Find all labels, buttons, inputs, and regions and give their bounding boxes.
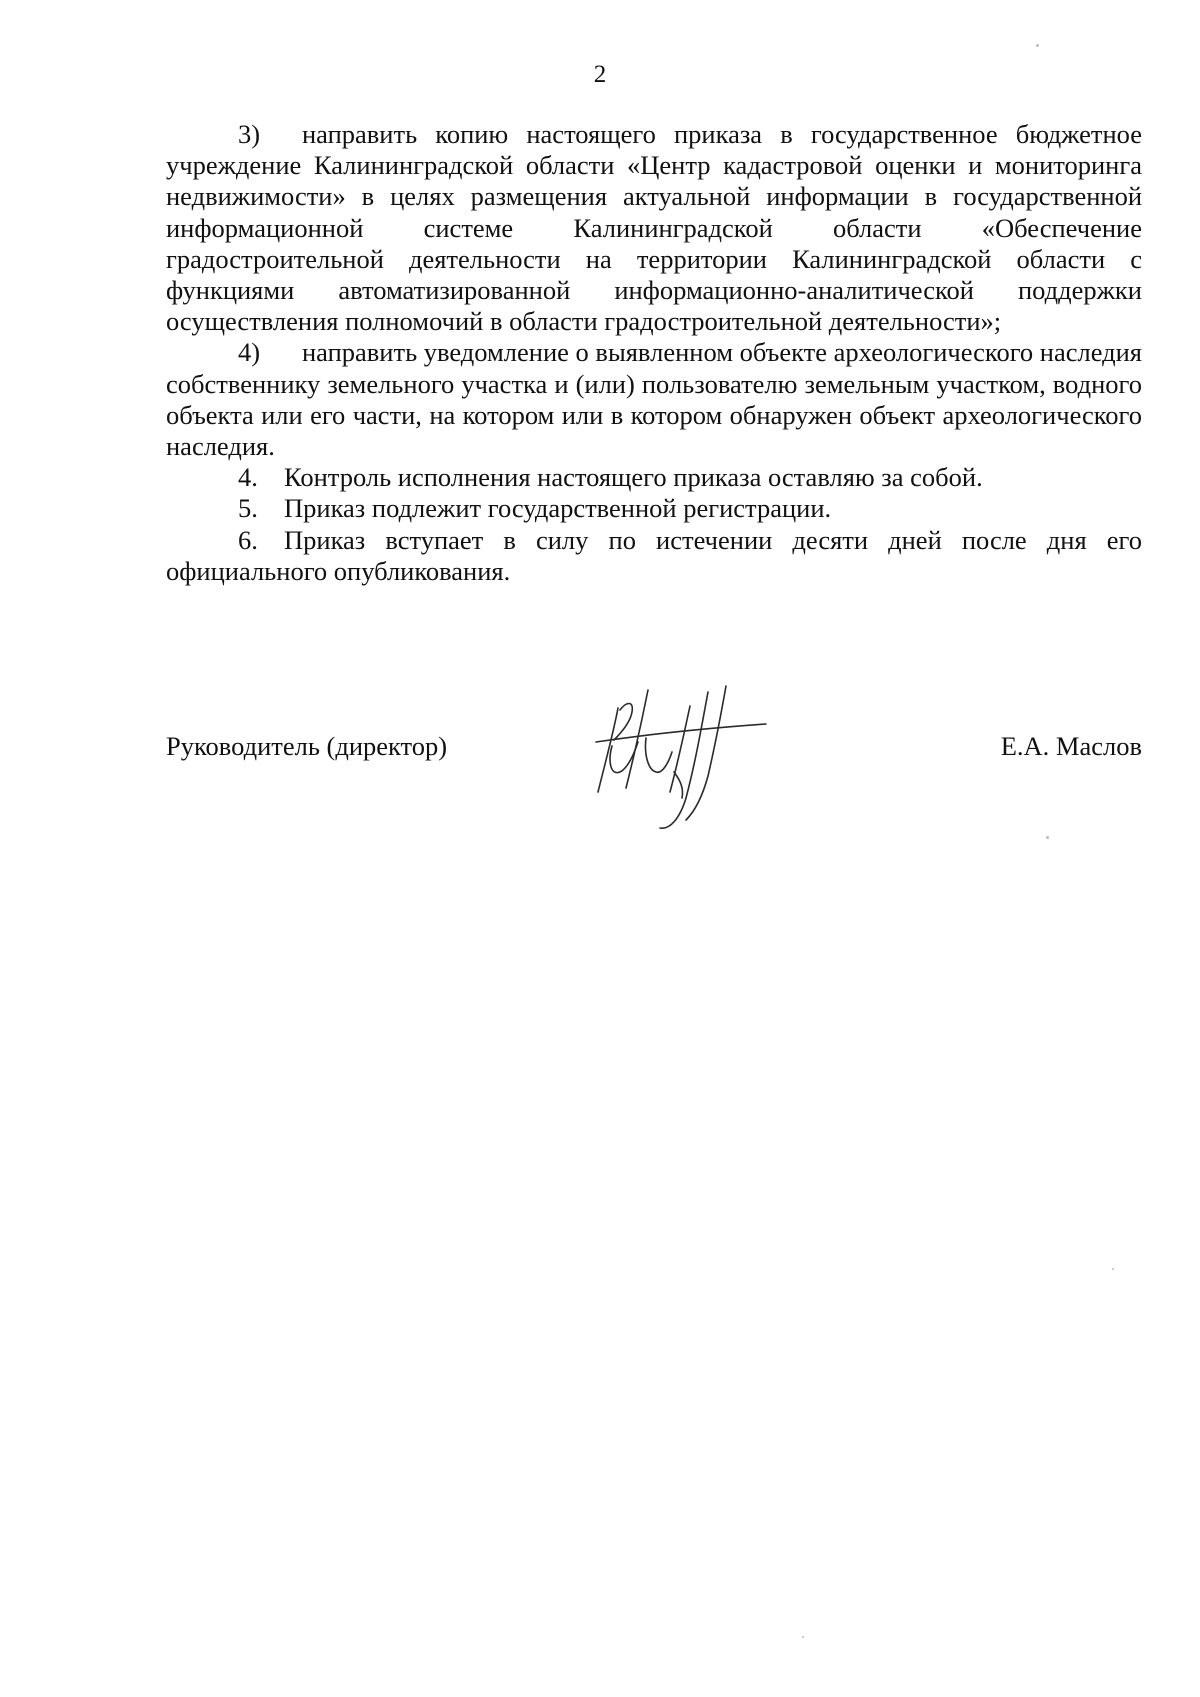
scan-speck: [1036, 44, 1039, 47]
paragraph-number: 6.: [238, 524, 258, 555]
paragraph-text: направить копию настоящего приказа в государственное бюджетное учреждение Калининградской области «Центр кадастровой оценки и мониторинга недвижимости» в целях размещения актуальной информации в государственной информационной системе Калининградской области «Обеспечение градостроительной деятельности на территории Калининградской области с функциями автоматизированной информационно-аналитической поддержки осуществления полномочий в области градостроительной деятельности»;: [166, 119, 1142, 337]
paragraph-number: 4.: [238, 462, 258, 493]
scan-speck: [1046, 836, 1049, 839]
paragraph-item-4: [166, 337, 1142, 462]
paragraph-number: 3): [238, 119, 261, 149]
document-body: [166, 119, 1142, 587]
paragraph-text: направить уведомление о выявленном объекте археологического наследия собственнику земельного участка и (или) пользователю земельным участком, водного объекта или его части, на котором или в котором обнаружен объект археологического наследия.: [166, 337, 1142, 462]
scan-speck: [1112, 1268, 1114, 1270]
paragraph-number: 5.: [238, 493, 258, 524]
paragraph-text: Приказ вступает в силу по истечении десяти дней после дня его официального опубликования.: [166, 524, 1142, 586]
handwritten-signature: [590, 680, 780, 840]
paragraph-clause-5: [166, 493, 1142, 524]
paragraph-clause-6: [166, 525, 1142, 587]
paragraph-text: Приказ подлежит государственной регистрации.: [284, 493, 832, 524]
paragraph-number: 4): [238, 337, 261, 368]
signatory-position: Руководитель (директор): [166, 731, 448, 761]
paragraph-clause-4: [166, 462, 1142, 493]
paragraph-text: Контроль исполнения настоящего приказа оставляю за собой.: [284, 462, 983, 493]
paragraph-item-3: [166, 119, 1142, 337]
page-number: 2: [593, 61, 607, 88]
signatory-name: Е.А. Маслов: [1000, 731, 1142, 761]
scan-speck: [802, 1636, 804, 1638]
